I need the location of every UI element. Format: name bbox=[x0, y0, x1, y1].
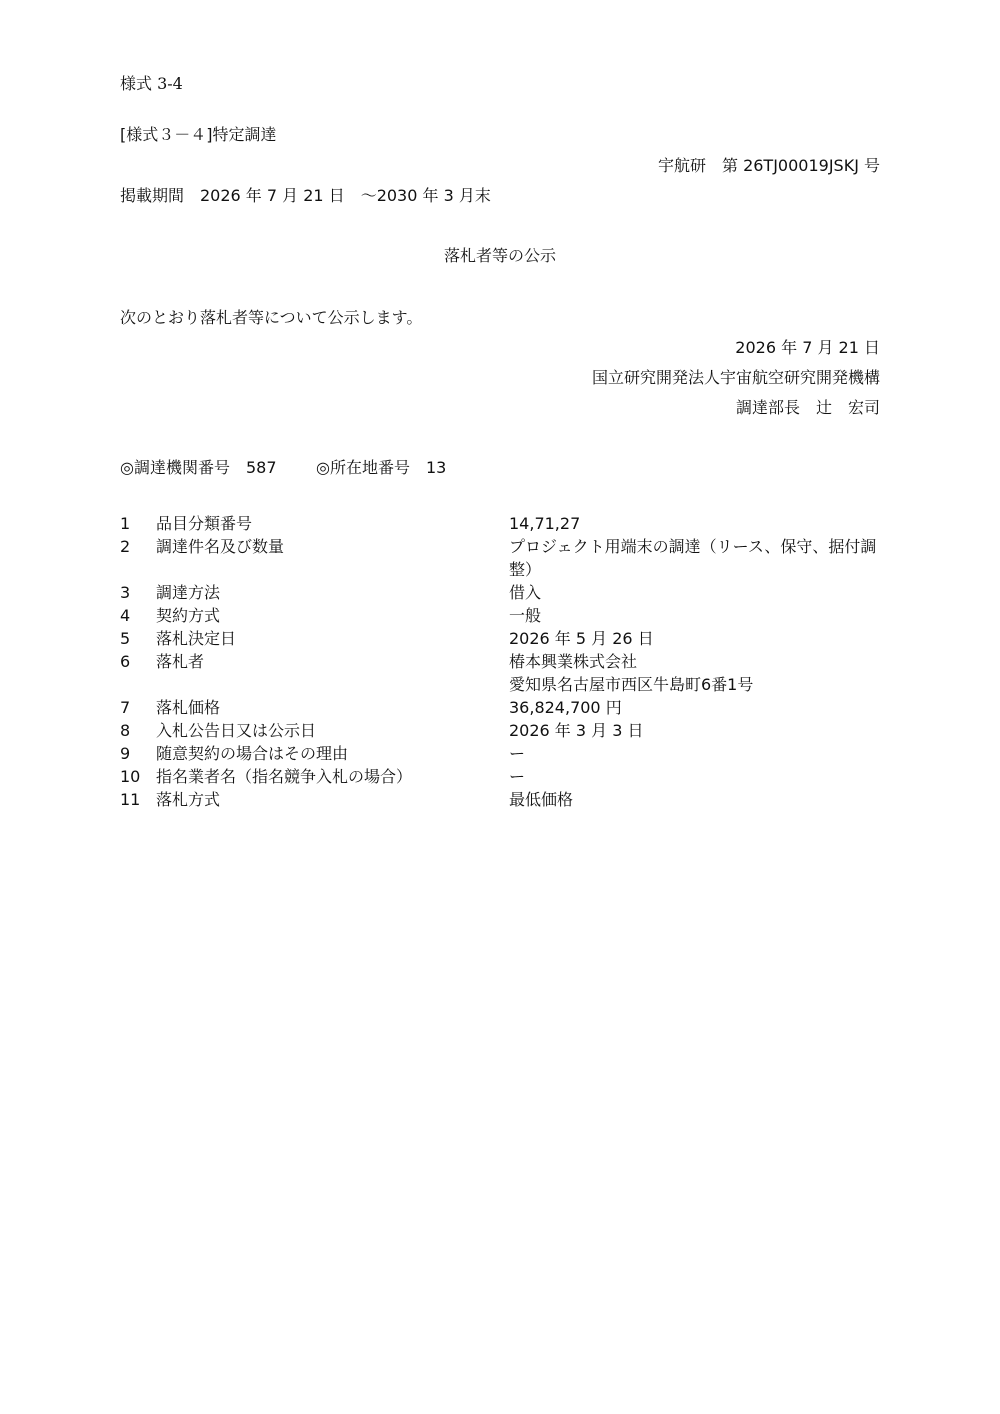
item-value: 最低価格 bbox=[509, 790, 574, 809]
item-number: 7 bbox=[120, 698, 131, 717]
posting-period: 掲載期間 2026 年 7 月 21 日 ～2030 年 3 月末 bbox=[120, 186, 491, 205]
document-number: 宇航研 第 26TJ00019JSKJ 号 bbox=[657, 156, 880, 175]
notice-title: 落札者等の公示 bbox=[443, 246, 556, 265]
organization-name: 国立研究開発法人宇宙航空研究開発機構 bbox=[591, 368, 880, 387]
item-label: 落札価格 bbox=[156, 698, 221, 717]
item-number: 11 bbox=[120, 790, 141, 809]
item-value: 椿本興業株式会社 bbox=[509, 652, 638, 671]
agency-code: ◎調達機関番号 587 bbox=[120, 458, 277, 477]
item-number: 4 bbox=[120, 606, 131, 625]
item-value: 一般 bbox=[509, 606, 542, 625]
item-number: 2 bbox=[120, 537, 131, 556]
item-number: 3 bbox=[120, 583, 131, 602]
item-value: 36,824,700 円 bbox=[509, 698, 622, 717]
item-label: 入札公告日又は公示日 bbox=[156, 721, 317, 740]
item-number: 1 bbox=[120, 514, 131, 533]
official-name: 調達部長 辻 宏司 bbox=[735, 398, 880, 417]
item-number: 10 bbox=[120, 767, 141, 786]
item-label: 随意契約の場合はその理由 bbox=[156, 744, 349, 763]
item-label: 調達件名及び数量 bbox=[156, 537, 285, 556]
item-value-continued: 整） bbox=[509, 560, 542, 579]
item-value: 2026 年 3 月 3 日 bbox=[509, 721, 644, 740]
item-value: ー bbox=[509, 767, 526, 786]
item-label: 落札者 bbox=[156, 652, 205, 671]
item-label: 落札方式 bbox=[156, 790, 221, 809]
item-value: 2026 年 5 月 26 日 bbox=[509, 629, 654, 648]
item-number: 6 bbox=[120, 652, 131, 671]
item-value: 14,71,27 bbox=[509, 514, 581, 533]
item-value: ー bbox=[509, 744, 526, 763]
form-code: 様式 3-4 bbox=[120, 74, 183, 93]
item-label: 品目分類番号 bbox=[156, 514, 253, 533]
notice-date: 2026 年 7 月 21 日 bbox=[735, 338, 880, 357]
item-number: 9 bbox=[120, 744, 131, 763]
item-number: 5 bbox=[120, 629, 131, 648]
location-code: ◎所在地番号 13 bbox=[316, 458, 447, 477]
item-value: 借入 bbox=[509, 583, 542, 602]
item-value: プロジェクト用端末の調達（リース、保守、据付調 bbox=[509, 537, 877, 556]
intro-text: 次のとおり落札者等について公示します。 bbox=[120, 308, 423, 327]
item-label: 指名業者名（指名競争入札の場合） bbox=[156, 767, 413, 786]
item-label: 契約方式 bbox=[156, 606, 221, 625]
item-label: 落札決定日 bbox=[156, 629, 237, 648]
form-title: [様式３－４]特定調達 bbox=[120, 125, 277, 144]
item-label: 調達方法 bbox=[156, 583, 221, 602]
item-value-continued: 愛知県名古屋市西区牛島町6番1号 bbox=[509, 675, 754, 694]
item-number: 8 bbox=[120, 721, 131, 740]
